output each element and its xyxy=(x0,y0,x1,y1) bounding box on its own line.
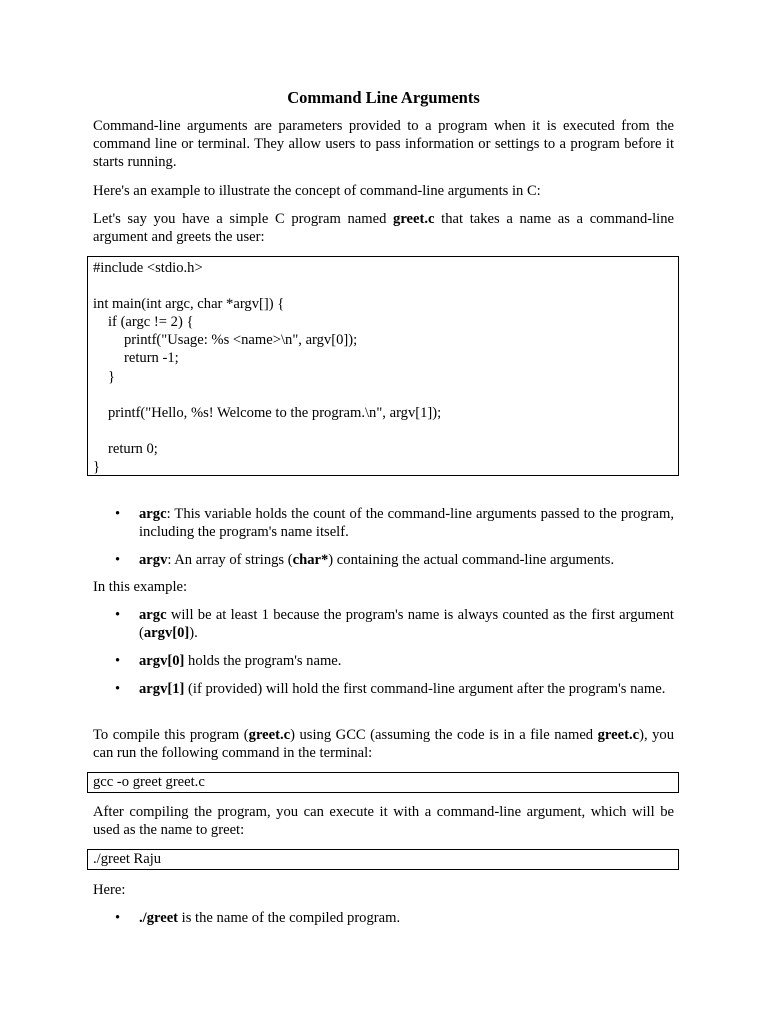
code-line: } xyxy=(93,459,101,476)
code-line: } xyxy=(108,368,116,385)
list-item-argc: • argc: This variable holds the count of the command-line arguments passed to the program, including the program's name itself. xyxy=(115,506,674,540)
program-description-paragraph: Let's say you have a simple C program named greet.c that takes a name as a command-line argument and greets the user: xyxy=(93,211,674,245)
compile-paragraph: To compile this program (greet.c) using GCC (assuming the code is in a file named greet.c), you can run the following command in the terminal: xyxy=(93,727,674,761)
code-line: printf("Usage: %s <name>\n", argv[0]); xyxy=(124,332,358,349)
bullet-icon: • xyxy=(115,607,121,623)
bullet-icon: • xyxy=(115,552,121,568)
after-compile-paragraph: After compiling the program, you can execute it with a command-line argument, which will be used as the name to greet: xyxy=(93,804,674,838)
bullet-icon: • xyxy=(115,681,121,697)
code-line: #include <stdio.h> xyxy=(93,260,203,276)
code-block xyxy=(87,256,679,476)
list-item-argv0: • argv[0] holds the program's name. xyxy=(115,653,342,669)
code-line xyxy=(88,277,678,295)
code-line xyxy=(88,422,678,440)
bullet-icon: • xyxy=(115,506,121,522)
list-item-argc-min: • argc will be at least 1 because the program's name is always counted as the first argument (argv[0]). xyxy=(115,607,674,641)
example-intro-paragraph: Here's an example to illustrate the concept of command-line arguments in C: xyxy=(93,183,541,199)
code-line: return -1; xyxy=(124,350,179,367)
list-item-argv1: • argv[1] (if provided) will hold the first command-line argument after the program's name. xyxy=(115,681,666,697)
document-title: Command Line Arguments xyxy=(287,88,480,107)
list-item-argv: • argv: An array of strings (char*) containing the actual command-line arguments. xyxy=(115,552,615,568)
code-line xyxy=(88,386,678,404)
here-label: Here: xyxy=(93,882,126,898)
run-command-box: ./greet Raju xyxy=(87,849,679,870)
code-line: return 0; xyxy=(108,440,158,457)
code-line: if (argc != 2) { xyxy=(108,314,194,331)
code-line: printf("Hello, %s! Welcome to the program.\n", argv[1]); xyxy=(108,404,442,421)
bullet-icon: • xyxy=(115,910,121,926)
intro-paragraph: Command-line arguments are parameters provided to a program when it is executed from the command line or terminal. They allow users to pass information or settings to a program before it starts running. xyxy=(93,118,674,170)
filename-bold: greet.c xyxy=(393,211,435,227)
compile-command-box: gcc -o greet greet.c xyxy=(87,772,679,793)
in-example-label: In this example: xyxy=(93,579,188,595)
code-line: int main(int argc, char *argv[]) { xyxy=(93,296,285,313)
list-item-greet: • ./greet is the name of the compiled program. xyxy=(115,910,401,926)
bullet-icon: • xyxy=(115,653,121,669)
